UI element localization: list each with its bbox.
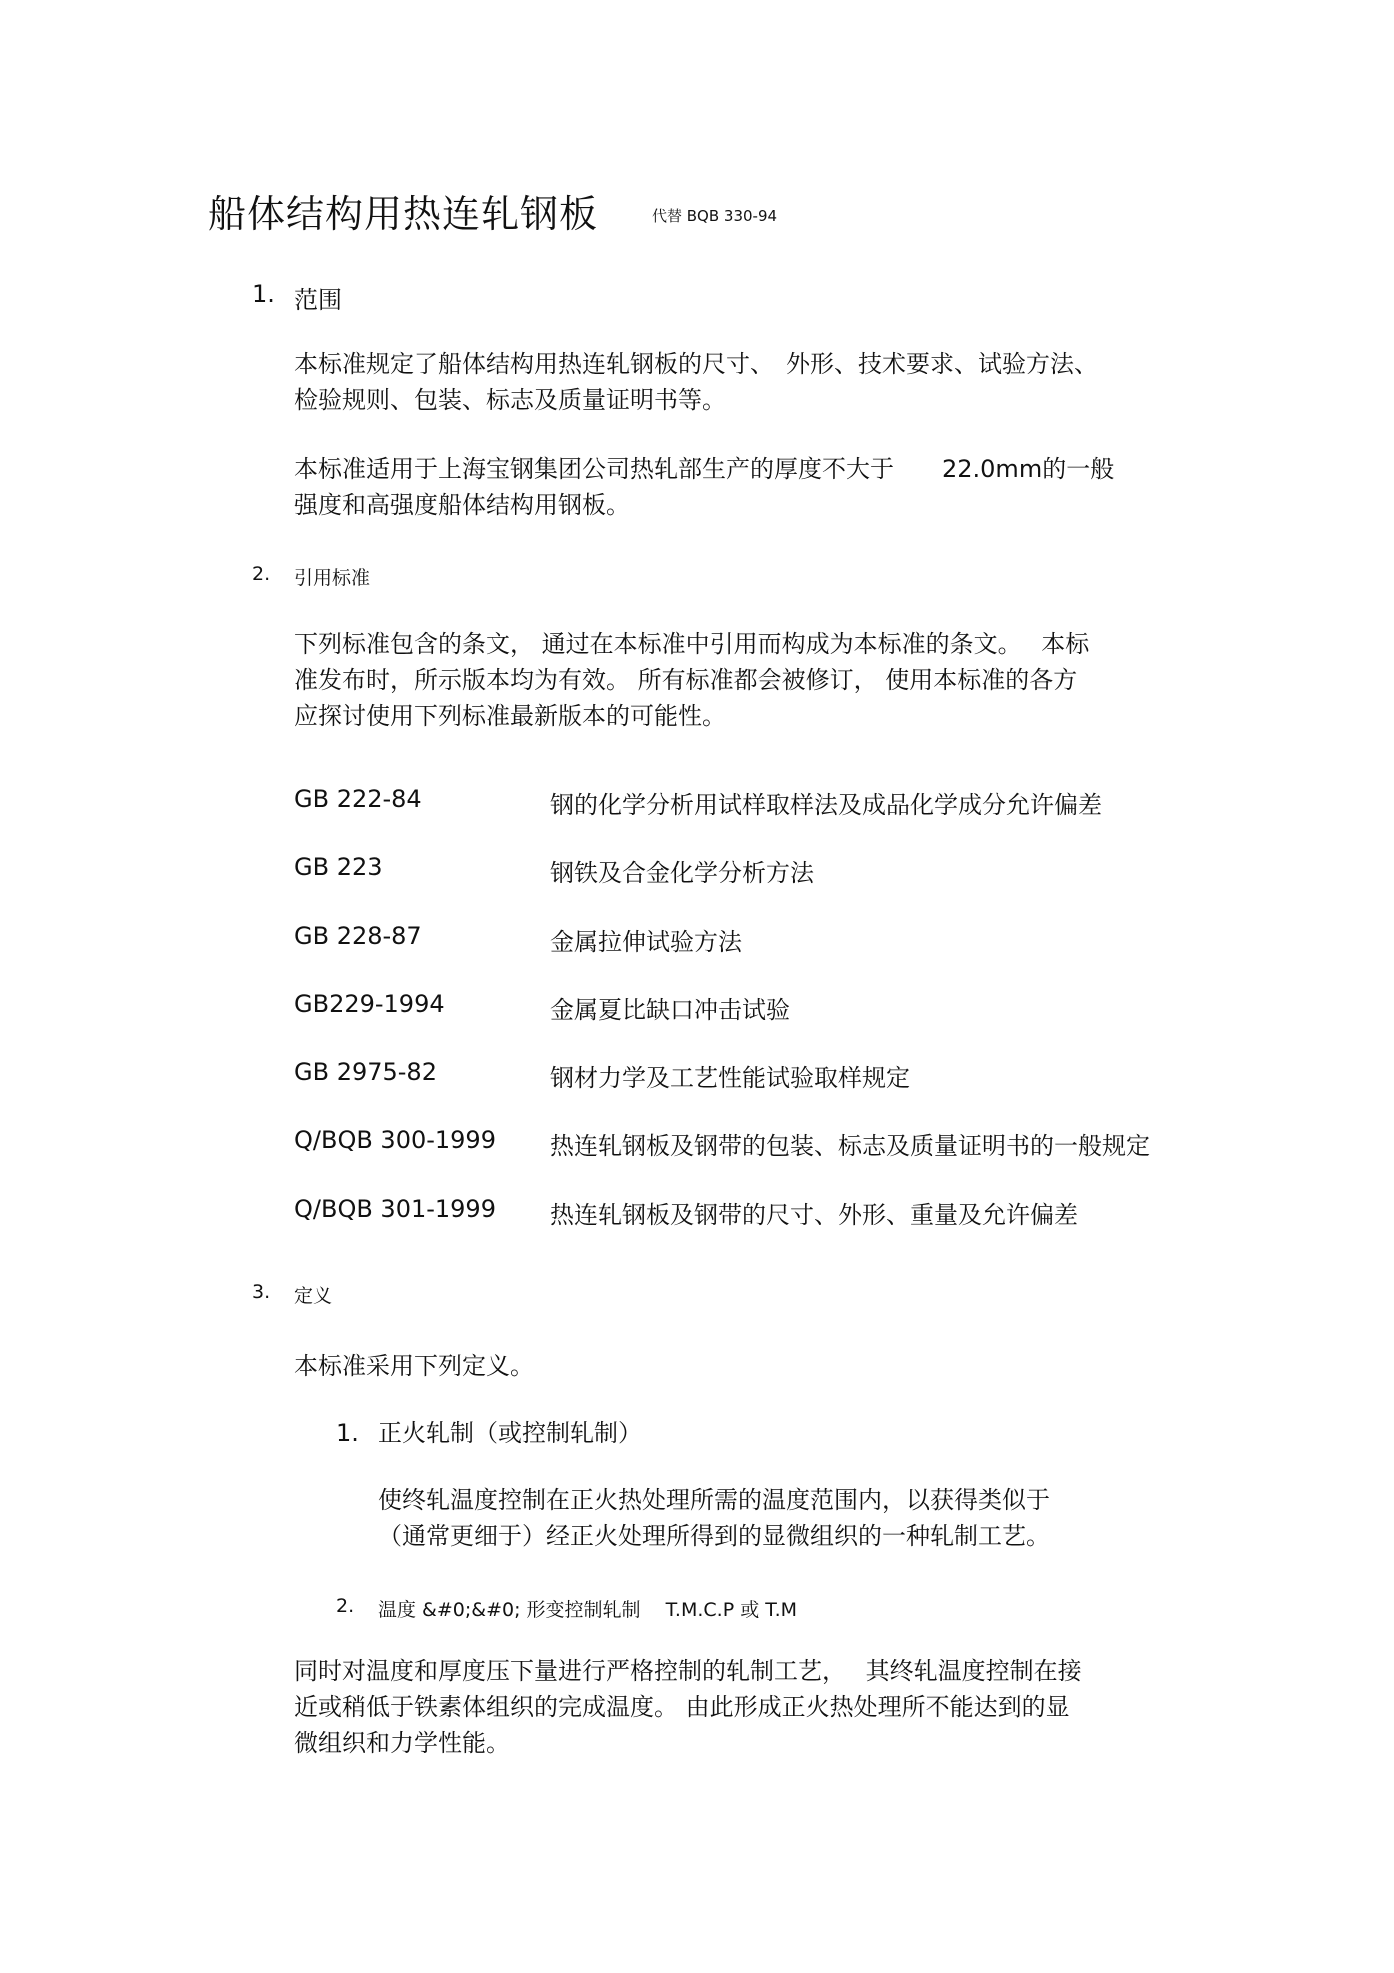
reference-row bbox=[294, 1126, 1294, 1195]
reference-code: Q/BQB 301-1999 bbox=[294, 1195, 496, 1223]
reference-code: GB 222-84 bbox=[294, 785, 422, 813]
section-heading-definitions: 定义 bbox=[294, 1285, 333, 1307]
reference-title: 金属夏比缺口冲击试验 bbox=[550, 996, 790, 1024]
paragraph-line: 近或稍低于铁素体组织的完成温度。 由此形成正火热处理所不能达到的显 bbox=[294, 1693, 1070, 1721]
reference-row bbox=[294, 990, 1294, 1058]
paragraph-line: 同时对温度和厚度压下量进行严格控制的轧制工艺， 其终轧温度控制在接 bbox=[294, 1657, 1082, 1685]
references-intro bbox=[294, 626, 1089, 734]
definition-term: 正火轧制（或控制轧制） bbox=[378, 1419, 642, 1447]
reference-code: GB 228-87 bbox=[294, 922, 422, 950]
paragraph-line: （通常更细于）经正火处理所得到的显微组织的一种轧制工艺。 bbox=[378, 1522, 1050, 1550]
reference-code: Q/BQB 300-1999 bbox=[294, 1126, 496, 1154]
definition-body bbox=[378, 1482, 1050, 1554]
definition-number: 1. bbox=[336, 1419, 359, 1447]
paragraph-line: 微组织和力学性能。 bbox=[294, 1729, 510, 1757]
paragraph-line: 准发布时，所示版本均为有效。 所有标准都会被修订， 使用本标准的各方 bbox=[294, 666, 1078, 694]
reference-title: 金属拉伸试验方法 bbox=[550, 928, 742, 956]
scope-paragraph-1 bbox=[294, 346, 1098, 418]
definitions-intro: 本标准采用下列定义。 bbox=[294, 1352, 534, 1380]
section-heading-references: 引用标准 bbox=[294, 567, 371, 589]
reference-title: 钢铁及合金化学分析方法 bbox=[550, 859, 814, 887]
reference-title: 钢的化学分析用试样取样法及成品化学成分允许偏差 bbox=[550, 791, 1102, 819]
section-number: 1. bbox=[252, 280, 275, 308]
paragraph-line: 下列标准包含的条文， 通过在本标准中引用而构成为本标准的条文。 本标 bbox=[294, 630, 1090, 658]
section-heading-scope: 范围 bbox=[294, 286, 342, 314]
paragraph-line: 本标准适用于上海宝钢集团公司热轧部生产的厚度不大于 22.0mm的一般 bbox=[294, 455, 1115, 483]
reference-row bbox=[294, 853, 1294, 922]
replaces-note: 代替 BQB 330-94 bbox=[652, 207, 778, 225]
paragraph-line: 使终轧温度控制在正火热处理所需的温度范围内，以获得类似于 bbox=[378, 1486, 1050, 1514]
reference-title: 热连轧钢板及钢带的尺寸、外形、重量及允许偏差 bbox=[550, 1201, 1078, 1229]
definition-body bbox=[294, 1653, 1082, 1761]
reference-code: GB 223 bbox=[294, 853, 383, 881]
document-title: 船体结构用热连轧钢板 bbox=[208, 192, 599, 236]
definition-term: 温度 &#0;&#0; 形变控制轧制 T.M.C.P 或 T.M bbox=[378, 1599, 798, 1621]
paragraph-line: 本标准规定了船体结构用热连轧钢板的尺寸、 外形、技术要求、试验方法、 bbox=[294, 350, 1098, 378]
reference-code: GB229-1994 bbox=[294, 990, 445, 1018]
paragraph-line: 强度和高强度船体结构用钢板。 bbox=[294, 491, 630, 519]
reference-title: 钢材力学及工艺性能试验取样规定 bbox=[550, 1064, 910, 1092]
section-number: 3. bbox=[252, 1281, 271, 1303]
reference-title: 热连轧钢板及钢带的包装、标志及质量证明书的一般规定 bbox=[550, 1132, 1150, 1160]
reference-row bbox=[294, 785, 1294, 853]
reference-code: GB 2975-82 bbox=[294, 1058, 437, 1086]
reference-row bbox=[294, 1195, 1294, 1255]
reference-row bbox=[294, 1058, 1294, 1126]
section-number: 2. bbox=[252, 563, 271, 585]
paragraph-line: 应探讨使用下列标准最新版本的可能性。 bbox=[294, 702, 726, 730]
definition-number: 2. bbox=[336, 1595, 355, 1617]
scope-paragraph-2 bbox=[294, 451, 1114, 523]
reference-row bbox=[294, 922, 1294, 990]
reference-list bbox=[294, 785, 1294, 1255]
paragraph-line: 检验规则、包装、标志及质量证明书等。 bbox=[294, 386, 726, 414]
